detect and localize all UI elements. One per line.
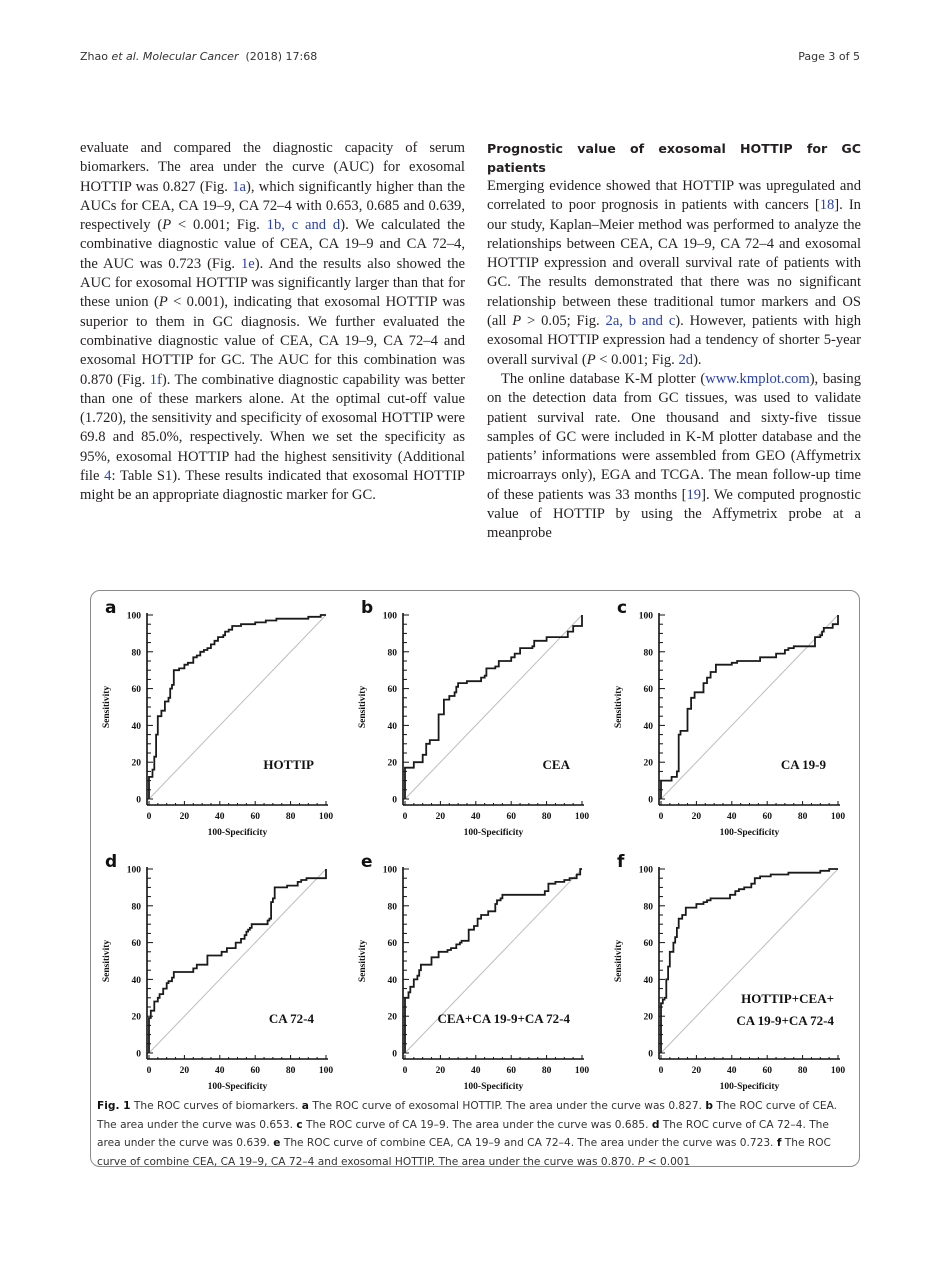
text-run: ). The combinative diagnostic capability was better than one of these markers alone. At the optimal cut-off value (1.720), the sensitivity and specificity of exosomal HOTTIP were 69.8 and 85.0%, respectively. When we set the specificity as 95%, exosomal HOTTIP had the highest sensitivity (Additional file [80,371,465,485]
figure-caption [97,1097,849,1171]
panel-label: CEA [542,757,570,772]
roc-chart [349,847,605,1097]
text-run: The ROC curve of combine CEA, CA 19–9, CA 72–4 and exosomal HOTTIP. The area under the curve was 0.870. [97,1137,831,1168]
bold-text: b [705,1100,713,1112]
x-axis-label: 100-Specificity [207,1082,268,1092]
x-tick-label: 0 [658,1066,664,1076]
y-tick-label: 40 [387,721,397,732]
x-tick-label: 80 [541,1066,552,1076]
panel-f [605,847,861,1097]
y-axis-label: Sensitivity [614,685,624,729]
panel-d [93,847,349,1097]
y-axis-label: Sensitivity [614,939,624,983]
reference-link[interactable]: 1e [240,255,255,272]
panel-label: HOTTIP+CEA+ [741,991,834,1006]
y-tick-label: 0 [392,1049,397,1060]
text-run: > 0.05; Fig. [521,313,606,330]
text-run: ). And the results also showed the AUC for exosomal HOTTIP was significantly larger than that for these union ( [80,255,465,311]
x-tick-label: 60 [506,812,516,822]
x-tick-label: 80 [797,1066,808,1076]
x-tick-label: 60 [762,812,772,822]
x-tick-label: 80 [797,812,808,822]
panel-label: CA 19-9+CA 72-4 [736,1013,834,1028]
x-tick-label: 100 [830,1066,846,1076]
x-tick-label: 20 [691,812,702,822]
text-run: The ROC curve of CEA. The area under the curve was 0.653. [97,1100,838,1131]
y-tick-label: 60 [131,939,141,950]
x-tick-label: 60 [250,1066,260,1076]
italic-text: P [162,217,172,234]
y-axis-label: Sensitivity [358,685,368,729]
panel-letter: f [617,852,625,872]
roc-chart [93,593,349,843]
text-run: ). [693,351,702,368]
panel-letter: e [361,852,373,872]
y-tick-label: 0 [136,1049,141,1060]
y-tick-label: 0 [136,795,141,806]
y-axis-label: Sensitivity [102,939,112,983]
x-tick-label: 100 [574,812,590,822]
italic-text: P [158,294,168,311]
reference-link[interactable]: 2d [678,351,694,368]
x-tick-label: 0 [658,812,664,822]
text-run: The ROC curve of CA 72–4. The area under the curve was 0.639. [97,1118,829,1149]
x-tick-label: 40 [471,1066,481,1076]
body-paragraph [487,370,861,544]
x-tick-label: 40 [727,1066,737,1076]
y-tick-label: 60 [131,685,141,696]
reference-link[interactable]: 1b, c and d [266,217,341,234]
panel-a [93,593,349,843]
y-tick-label: 100 [638,611,653,622]
panel-letter: b [361,598,374,618]
right-column [487,139,861,544]
text-run: evaluate and compared the diagnostic capacity of serum biomarkers. The area under the curve (AUC) for exosomal HOTTIP was 0.827 (Fig. [80,140,465,195]
text-run: The ROC curve of combine CEA, CA 19–9 and CA 72–4. The area under the curve was 0.723. [280,1137,777,1149]
citation-journal: Molecular Cancer [142,50,239,63]
x-axis-label: 100-Specificity [719,828,780,838]
bold-text: a [301,1100,309,1112]
y-tick-label: 100 [126,865,141,876]
y-tick-label: 20 [643,1012,653,1023]
text-run: ). However, patients with high exosomal HOTTIP expression had a tendency of shorter 5-year overall survival ( [487,313,861,368]
panel-letter: c [617,598,628,618]
y-tick-label: 0 [648,795,653,806]
y-tick-label: 60 [387,685,397,696]
x-axis-label: 100-Specificity [207,828,268,838]
y-tick-label: 40 [643,975,653,986]
text-run: ]. In our study, Kaplan–Meier method was performed to analyze the relationships between CEA, CA 19–9, CA 72–4 and exosomal HOTTIP expression and overall survival rate of patients with GC. The results demonstrated that there was no significant relationship between these traditional tumor markers and OS (all [487,197,861,330]
y-tick-label: 20 [643,758,653,769]
citation-author: Zhao [80,50,112,63]
text-run: The ROC curve of CA 19–9. The area under the curve was 0.685. [302,1118,652,1131]
y-tick-label: 80 [387,648,397,659]
x-tick-label: 40 [215,812,225,822]
y-tick-label: 100 [382,611,397,622]
roc-chart [349,593,605,843]
section-heading: Prognostic value of exosomal HOTTIP for GC patients [487,141,861,175]
x-tick-label: 0 [146,812,152,822]
roc-chart [93,847,349,1097]
y-tick-label: 20 [387,758,397,769]
x-tick-label: 40 [727,812,737,822]
reference-link[interactable]: 1a [232,178,246,195]
x-tick-label: 20 [691,1066,702,1076]
y-tick-label: 80 [131,902,141,913]
x-tick-label: 20 [179,1066,190,1076]
reference-link[interactable]: 1f [149,371,162,388]
reference-link[interactable]: 18 [819,197,835,214]
left-column [80,139,465,506]
x-tick-label: 60 [250,812,260,822]
italic-text: P [512,313,522,330]
bold-text: c [296,1118,303,1131]
panel-c [605,593,861,843]
text-run: The ROC curve of exosomal HOTTIP. The area under the curve was 0.827. [308,1100,706,1112]
bold-text: e [273,1137,281,1149]
text-run: : Table S1). These results indicated that exosomal HOTTIP might be an appropriate diagnostic marker for GC. [80,468,465,504]
text-run: The online database K-M plotter ( [501,370,706,387]
x-tick-label: 100 [830,812,846,822]
y-tick-label: 40 [643,721,653,732]
x-tick-label: 80 [285,1066,296,1076]
reference-link[interactable]: 19 [686,486,702,503]
reference-link[interactable]: www.kmplot.com [705,370,810,387]
x-tick-label: 0 [402,1066,408,1076]
y-tick-label: 80 [387,902,397,913]
reference-link[interactable]: 4 [104,468,112,485]
x-tick-label: 0 [146,1066,152,1076]
text-run: < 0.001; Fig. [171,217,267,234]
y-axis-label: Sensitivity [358,939,368,983]
y-tick-label: 80 [131,648,141,659]
panel-label: CEA+CA 19-9+CA 72-4 [437,1011,570,1026]
x-tick-label: 60 [506,1066,516,1076]
text-run: ). We calculated the combinative diagnostic value of CEA, CA 19–9 and CA 72–4, the AUC was 0.723 (Fig. [80,217,465,272]
y-tick-label: 20 [131,758,141,769]
x-tick-label: 100 [574,1066,590,1076]
x-axis-label: 100-Specificity [463,828,524,838]
y-tick-label: 60 [643,685,653,696]
x-tick-label: 100 [318,1066,334,1076]
x-tick-label: 20 [179,812,190,822]
italic-text: P [586,351,596,368]
y-tick-label: 20 [131,1012,141,1023]
text-run: < 0.001 [644,1155,691,1168]
citation [80,50,317,63]
roc-chart [605,593,861,843]
y-tick-label: 100 [126,611,141,622]
x-tick-label: 80 [285,812,296,822]
panel-label: HOTTIP [263,757,314,772]
panel-letter: a [105,598,117,618]
x-tick-label: 100 [318,812,334,822]
y-axis-label: Sensitivity [102,685,112,729]
y-tick-label: 40 [387,975,397,986]
bold-text: d [651,1118,660,1131]
x-tick-label: 20 [435,812,446,822]
x-axis-label: 100-Specificity [463,1082,524,1092]
text-run: ), basing on the detection data from GC tissues, was used to validate patient survival rate. One thousand and sixty-five tissue samples of GC were included in K-M plotter database and the patients’ informations were assembled from GEO (Affymetrix microarrays only), EGA and TCGA. The mean follow-up time of these patients was 33 months [ [487,370,861,503]
y-tick-label: 100 [382,865,397,876]
y-tick-label: 20 [387,1012,397,1023]
text-run: Emerging evidence showed that HOTTIP was upregulated and correlated to poor prognosis in patients with cancers [ [487,178,861,214]
body-paragraph [80,139,465,506]
x-tick-label: 80 [541,812,552,822]
bold-text: f [776,1137,782,1149]
reference-link[interactable]: 2a, b and c [605,313,676,330]
y-tick-label: 100 [638,865,653,876]
body-paragraph [487,177,861,370]
y-tick-label: 80 [643,902,653,913]
y-tick-label: 80 [643,648,653,659]
running-head [80,50,860,68]
panel-b [349,593,605,843]
y-tick-label: 0 [648,1049,653,1060]
citation-etal: et al. [111,50,140,63]
bold-text: Fig. 1 [97,1100,131,1112]
y-tick-label: 60 [387,939,397,950]
roc-chart [605,847,861,1097]
y-tick-label: 60 [643,939,653,950]
citation-volume: (2018) 17:68 [245,50,318,63]
y-tick-label: 40 [131,975,141,986]
text-run: < 0.001), indicating that exosomal HOTTIP was superior to them in GC diagnosis. We further evaluated the combinative diagnostic value of CEA, CA 19–9, CA 72–4 and exosomal HOTTIP for GC. The AUC for this combination was 0.870 (Fig. [80,294,466,388]
text-run: < 0.001; Fig. [595,351,679,368]
text-run: ), which significantly higher than the AUCs for CEA, CA 19–9, CA 72–4 with 0.653, 0.685 and 0.639, respectively ( [80,178,465,234]
x-tick-label: 0 [402,812,408,822]
panel-label: CA 72-4 [268,1011,314,1026]
y-tick-label: 0 [392,795,397,806]
text-run: ]. We computed prognostic value of HOTTIP by using the Affymetrix probe at a meanprobe [487,486,861,542]
x-axis-label: 100-Specificity [719,1082,780,1092]
panel-label: CA 19-9 [780,757,826,772]
panel-letter: d [105,852,118,872]
x-tick-label: 60 [762,1066,772,1076]
figure-1 [90,590,860,1167]
x-tick-label: 40 [471,812,481,822]
x-tick-label: 20 [435,1066,446,1076]
italic-text: P [637,1155,645,1168]
page-number: Page 3 of 5 [798,50,860,63]
panel-e [349,847,605,1097]
y-tick-label: 40 [131,721,141,732]
x-tick-label: 40 [215,1066,225,1076]
text-run: The ROC curves of biomarkers. [130,1100,302,1112]
